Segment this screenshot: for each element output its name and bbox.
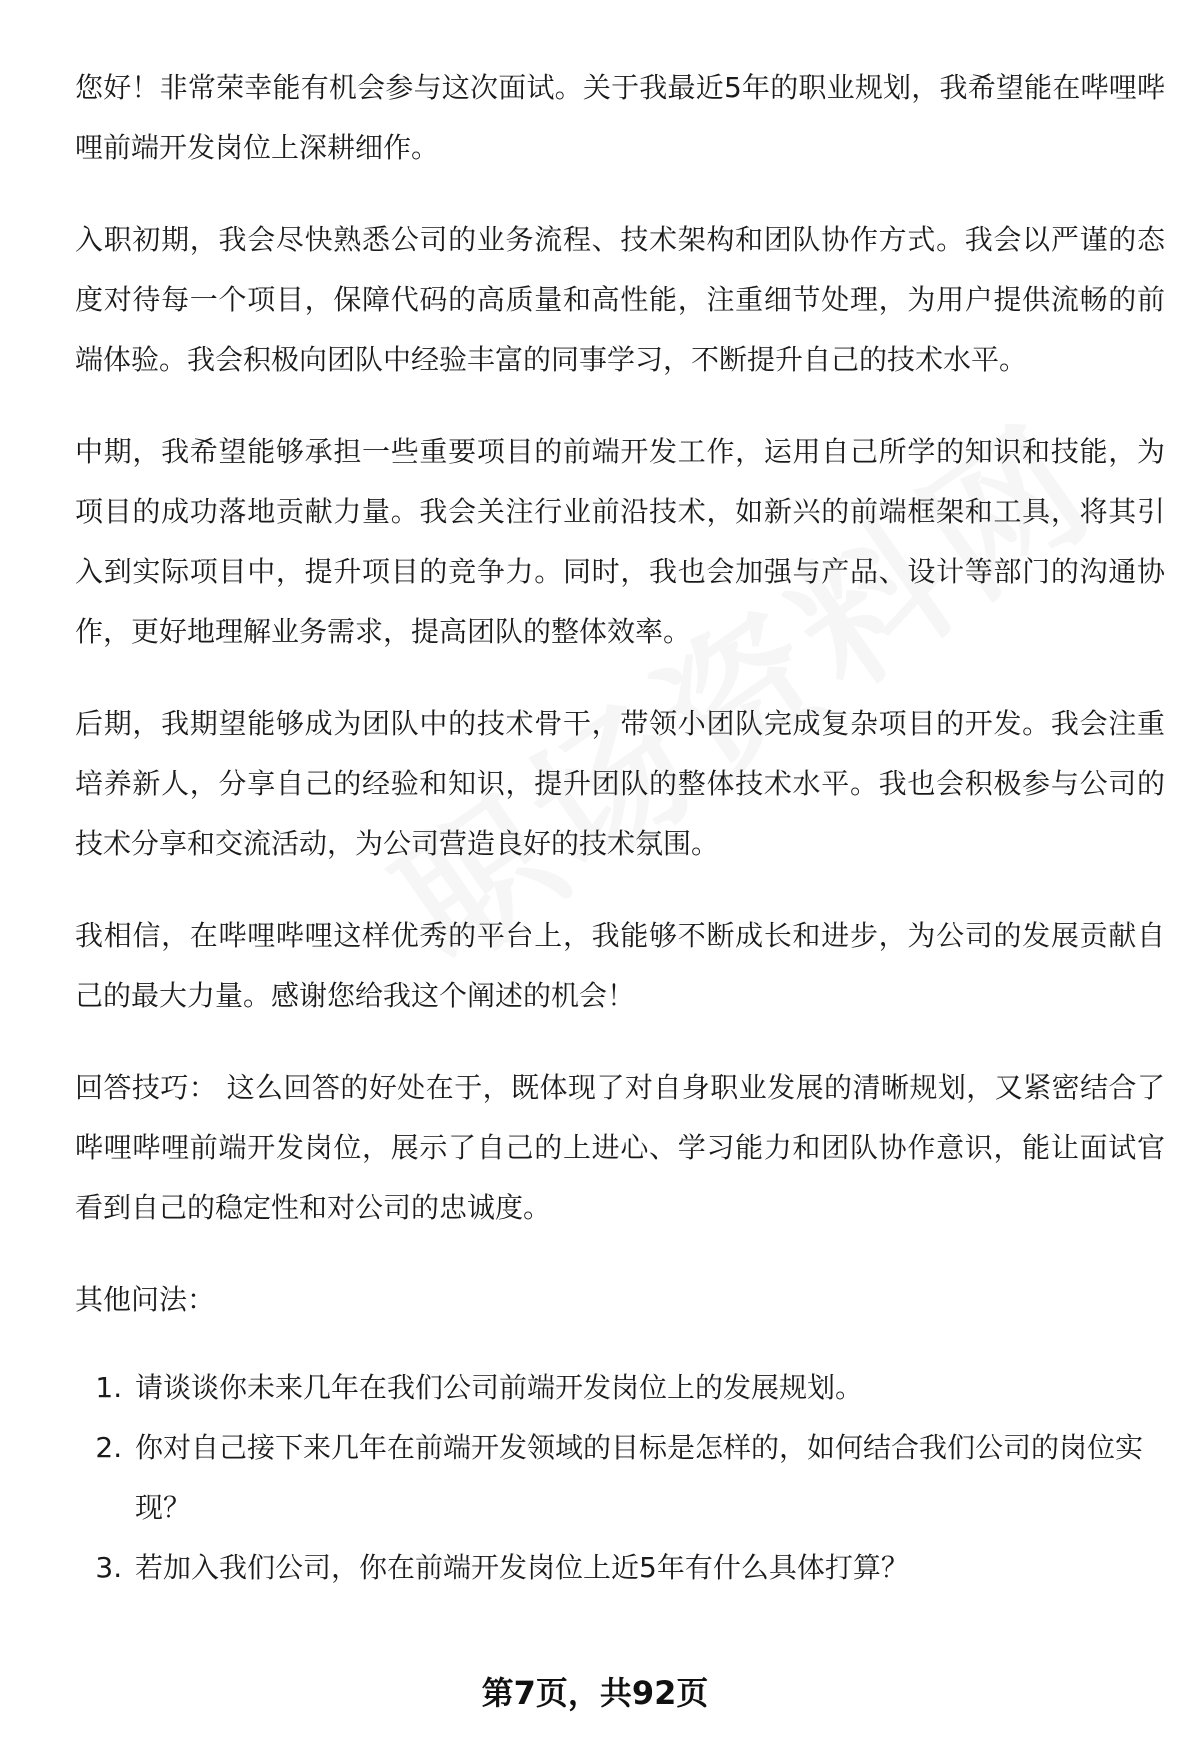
- list-item: 3. 若加入我们公司，你在前端开发岗位上近5年有什么具体打算？: [131, 1538, 1165, 1598]
- paragraph-answer-tips: 回答技巧： 这么回答的好处在于，既体现了对自身职业发展的清晰规划，又紧密结合了哔哩哔哩前端开发岗位，展示了自己的上进心、学习能力和团队协作意识，能让面试官看到自己的稳定性和对公司的忠诚度。: [75, 1071, 1165, 1224]
- paragraph-intro: 您好！非常荣幸能有机会参与这次面试。关于我最近5年的职业规划，我希望能在哔哩哔哩前端开发岗位上深耕细作。: [75, 71, 1165, 164]
- list-item: 1. 请谈谈你未来几年在我们公司前端开发岗位上的发展规划。: [131, 1358, 1165, 1418]
- paragraph-mid-stage: 中期，我希望能够承担一些重要项目的前端开发工作，运用自己所学的知识和技能，为项目的成功落地贡献力量。我会关注行业前沿技术，如新兴的前端框架和工具，将其引入到实际项目中，提升项目的竞争力。同时，我也会加强与产品、设计等部门的沟通协作，更好地理解业务需求，提高团队的整体效率。: [75, 435, 1165, 648]
- document-body: [75, 58, 1165, 1598]
- other-questions-list: [75, 1358, 1165, 1598]
- other-questions-label: 其他问法：: [75, 1283, 216, 1316]
- paragraph-conclusion: 我相信，在哔哩哔哩这样优秀的平台上，我能够不断成长和进步，为公司的发展贡献自己的最大力量。感谢您给我这个阐述的机会！: [75, 919, 1165, 1012]
- page-number-footer: 第7页，共92页: [481, 1674, 709, 1712]
- paragraph-early-stage: 入职初期，我会尽快熟悉公司的业务流程、技术架构和团队协作方式。我会以严谨的态度对待每一个项目，保障代码的高质量和高性能，注重细节处理，为用户提供流畅的前端体验。我会积极向团队中经验丰富的同事学习，不断提升自己的技术水平。: [75, 223, 1165, 376]
- paragraph-late-stage: 后期，我期望能够成为团队中的技术骨干，带领小团队完成复杂项目的开发。我会注重培养新人，分享自己的经验和知识，提升团队的整体技术水平。我也会积极参与公司的技术分享和交流活动，为公司营造良好的技术氛围。: [75, 707, 1165, 860]
- list-item: 2. 你对自己接下来几年在前端开发领域的目标是怎样的，如何结合我们公司的岗位实现？: [131, 1418, 1165, 1538]
